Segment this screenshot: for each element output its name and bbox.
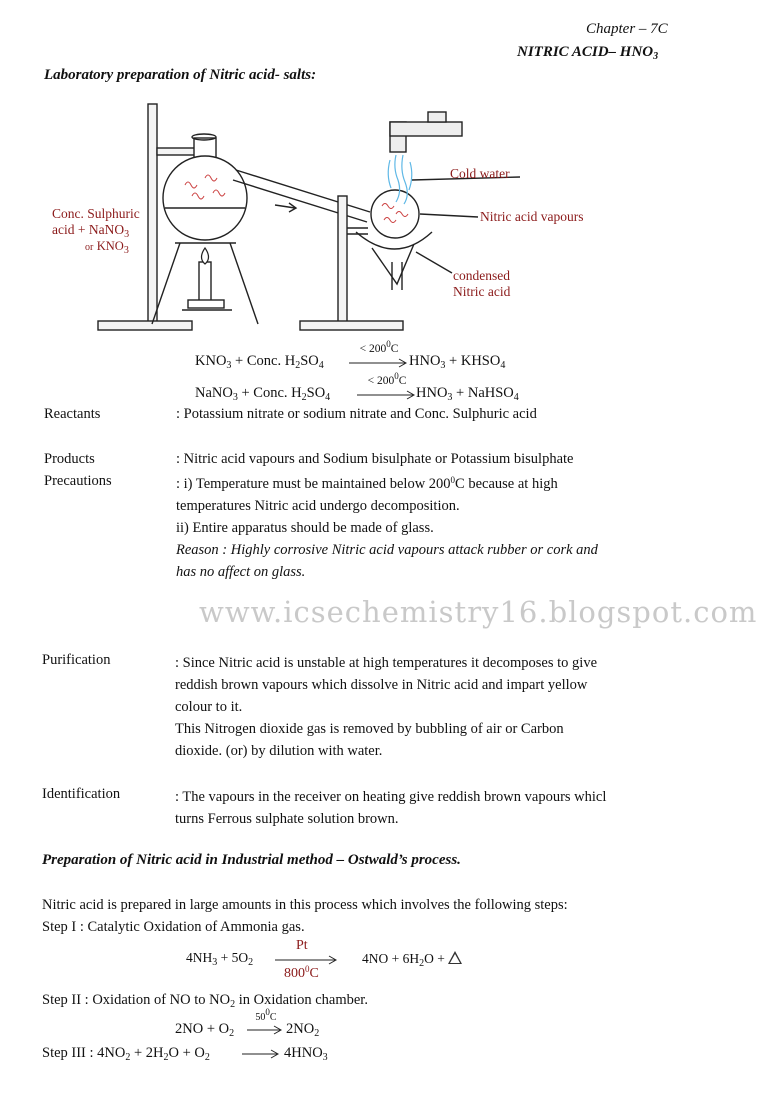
identification-text (175, 786, 702, 830)
precautions-line1-a: : i) Temperature must be maintained below 200 (176, 476, 451, 492)
reactants-text: : Potassium nitrate or sodium nitrate and Conc. Sulphuric acid (176, 406, 537, 422)
reactants-line3-kno: KNO (96, 239, 124, 253)
step3-arrow (242, 1049, 282, 1059)
reactants-line1: Conc. Sulphuric (52, 206, 140, 221)
step3-lhs-c: O + O (168, 1045, 205, 1061)
step1-temp-a: 800 (284, 966, 305, 981)
identification-label: Identification (42, 786, 121, 802)
step3-lhs-b-sub: 2 (163, 1052, 169, 1063)
eq1-cond-a: < 200 (359, 343, 387, 355)
step2-cond-a: 50 (255, 1012, 266, 1023)
step3-eq-rhs (284, 1045, 328, 1062)
step2-cond-b: C (269, 1012, 277, 1023)
reactants-line3-sub: 3 (123, 245, 129, 256)
step2-label-b: in Oxidation chamber. (235, 992, 368, 1008)
purification-line4: This Nitrogen dioxide gas is removed by bubbling of air or Carbon (175, 721, 564, 737)
step1-temperature (284, 966, 319, 982)
precautions-line1-sup: 0 (450, 475, 456, 485)
eq1-lhs-c: SO (300, 353, 319, 369)
eq1-arrow (349, 358, 409, 368)
step1-lhs-a-sub: 3 (212, 957, 218, 968)
eq1-condition (350, 339, 408, 355)
heat-triangle-icon (448, 951, 462, 964)
eq2-condition (358, 371, 416, 387)
eq1-lhs-a: KNO (195, 353, 227, 369)
eq1-cond-sup: 0 (386, 339, 391, 349)
step1-temp-sup: 0 (305, 964, 310, 974)
precautions-line2: temperatures Nitric acid undergo decomposition. (176, 498, 460, 514)
step2-lhs-a: 2NO + O (175, 1021, 230, 1037)
equation-2-rhs (416, 385, 519, 402)
purification-label: Purification (42, 652, 111, 668)
step3-lhs-a: 4NO (97, 1045, 126, 1061)
purification-line3: colour to it. (175, 699, 243, 715)
eq2-lhs-c: SO (306, 385, 326, 401)
step1-lhs-b-sub: 2 (248, 957, 254, 968)
identification-line2: turns Ferrous sulphate solution brown. (175, 811, 399, 827)
equation-1 (195, 353, 324, 370)
step3-lhs-b: + 2H (130, 1045, 164, 1061)
precautions-label: Precautions (44, 473, 112, 489)
identification-line1: : The vapours in the receiver on heating give reddish brown vapours whicl (175, 789, 607, 805)
diagram-label-reactants (52, 206, 140, 256)
step1-lhs-a: 4NH (186, 950, 213, 965)
step3-lhs-a-sub: 2 (125, 1052, 131, 1063)
eq2-lhs-a-sub: 3 (232, 392, 238, 403)
products-text: : Nitric acid vapours and Sodium bisulphate or Potassium bisulphate (176, 451, 574, 467)
step1-label: Step I : Catalytic Oxidation of Ammonia gas. (42, 919, 305, 935)
step3-rhs-a-sub: 3 (322, 1052, 328, 1063)
step3-label: Step III : (42, 1045, 98, 1061)
condensed-line2: Nitric acid (453, 284, 511, 299)
reactants-line2-text: acid + NaNO (52, 222, 125, 237)
eq1-rhs-a: HNO (409, 353, 441, 369)
step3-lhs-c-sub: 2 (204, 1052, 210, 1063)
step2-lhs-a-sub: 2 (229, 1028, 235, 1039)
step2-eq-lhs (175, 1021, 234, 1038)
eq2-lhs-b-sub: 2 (301, 392, 307, 403)
step1-rhs-a-sub: 2 (419, 958, 425, 969)
diagram-label-cold-water: Cold water (450, 166, 510, 181)
purification-line1: : Since Nitric acid is unstable at high temperatures it decomposes to give (175, 655, 598, 671)
reason-line1: Reason : Highly corrosive Nitric acid vapours attack rubber or cork and (176, 542, 598, 558)
eq1-rhs-b: + KHSO (445, 353, 501, 369)
equation-2 (195, 385, 330, 402)
diagram-label-vapours: Nitric acid vapours (480, 209, 584, 224)
step3-eq (42, 1045, 210, 1062)
eq1-rhs-a-sub: 3 (440, 360, 446, 371)
step3-rhs-a: 4HNO (284, 1045, 323, 1061)
step1-eq-lhs (186, 950, 253, 966)
step2-eq-rhs (286, 1021, 319, 1038)
eq2-rhs-b-sub: 4 (513, 392, 519, 403)
eq2-cond-sup: 0 (394, 371, 399, 381)
eq2-cond-b: C (398, 375, 407, 387)
diagram-label-condensed (453, 268, 510, 300)
condensed-line1: condensed (453, 268, 510, 283)
reactants-line2-sub: 3 (124, 229, 130, 240)
reactants-line3 (52, 238, 140, 256)
step2-rhs-a-sub: 2 (314, 1028, 320, 1039)
step2-condition (248, 1007, 284, 1023)
step2-label-a: Step II : Oxidation of NO to NO (42, 992, 231, 1008)
topic-title-sub: 3 (653, 51, 659, 62)
eq2-lhs-c-sub: 4 (325, 392, 331, 403)
step2-label-sub: 2 (230, 999, 236, 1010)
step1-lhs-b: + 5O (217, 950, 249, 965)
eq2-rhs-b: + NaHSO (452, 385, 514, 401)
reactants-label: Reactants (44, 406, 101, 422)
eq1-rhs-b-sub: 4 (500, 360, 506, 371)
step2-label (42, 992, 368, 1009)
equation-1-rhs (409, 353, 505, 370)
step2-cond-sup: 0 (265, 1007, 270, 1017)
eq2-lhs-a: NaNO (195, 385, 233, 401)
step2-rhs-a: 2NO (286, 1021, 315, 1037)
apparatus-diagram (0, 0, 762, 340)
eq2-rhs-a: HNO (416, 385, 448, 401)
eq2-cond-a: < 200 (367, 375, 395, 387)
precautions-line1-b: C because at high (455, 476, 558, 492)
step1-catalyst: Pt (296, 938, 308, 953)
precautions-text (176, 473, 598, 583)
purification-line5: dioxide. (or) by dilution with water. (175, 743, 383, 759)
precautions-line1 (176, 473, 598, 495)
eq1-lhs-b-sub: 2 (295, 360, 301, 371)
purification-text (175, 652, 597, 762)
eq1-cond-b: C (390, 343, 399, 355)
precautions-line3: ii) Entire apparatus should be made of glass. (176, 520, 434, 536)
topic-title-main: NITRIC ACID– HNO (517, 44, 654, 60)
reactants-line2 (52, 222, 140, 238)
step1-eq-rhs (362, 950, 462, 967)
step2-arrow (247, 1025, 285, 1035)
reason-line2: has no affect on glass. (176, 564, 306, 580)
watermark: www.icsechemistry16.blogspot.com (199, 595, 758, 629)
step1-rhs-a: 4NO + 6H (362, 951, 420, 966)
eq2-lhs-b: + Conc. H (237, 385, 302, 401)
eq1-lhs-a-sub: 3 (226, 360, 232, 371)
eq2-rhs-a-sub: 3 (447, 392, 453, 403)
industrial-intro: Nitric acid is prepared in large amounts in this process which involves the following steps: (42, 897, 568, 913)
eq1-lhs-b: + Conc. H (231, 353, 296, 369)
industrial-heading: Preparation of Nitric acid in Industrial method – Ostwald’s process. (42, 852, 461, 868)
eq1-lhs-c-sub: 4 (318, 360, 324, 371)
reactants-line3-or: or (85, 242, 94, 253)
purification-line2: reddish brown vapours which dissolve in Nitric acid and impart yellow (175, 677, 588, 693)
eq2-arrow (357, 390, 417, 400)
step1-temp-b: C (309, 966, 319, 981)
step1-rhs-b: O + (424, 951, 449, 966)
chapter-number: Chapter – 7C (586, 21, 668, 37)
lab-prep-heading: Laboratory preparation of Nitric acid- salts: (44, 67, 317, 83)
products-label: Products (44, 451, 95, 467)
